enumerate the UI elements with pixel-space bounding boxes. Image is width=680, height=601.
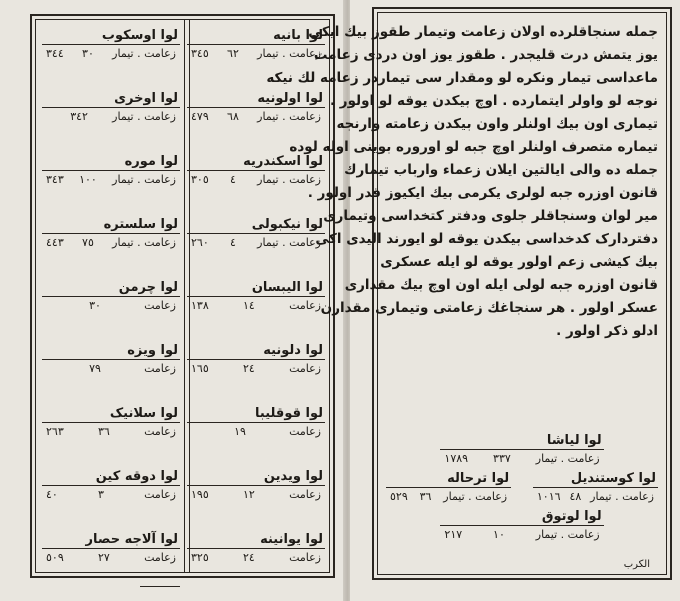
paragraph-line: ماعداسی تیمار ونکره لو ومقدار سی تیماردر زعامه لك نیكه: [266, 70, 658, 86]
paragraph-line: جمله سنجاقلرده اولان زعامت وتیمار طقوز بیك ایکی: [308, 24, 658, 40]
district-values: [42, 234, 180, 249]
district-name: لوا چرمن: [42, 280, 180, 297]
district-value: ٣٠٥: [191, 173, 209, 186]
entry-value: ٣٣٧: [493, 452, 511, 465]
left-page-frame: [30, 14, 335, 578]
district-label: زعامت . تیمار: [112, 47, 176, 60]
district-values: [187, 360, 325, 375]
district-value: ١٤: [243, 299, 255, 312]
district-column-right: [187, 28, 325, 564]
district-value: ٢٦٠: [191, 236, 209, 249]
district-name: لوا دلونیه: [187, 343, 325, 360]
district-value: ٢٤: [243, 362, 255, 375]
district-value: ٧٩: [89, 362, 101, 375]
district-label: زعامت . تیمار: [112, 110, 176, 123]
district-label: زعامت: [144, 425, 176, 438]
district-name: لوا سلستره: [42, 217, 180, 234]
paragraph-line: بیك کیشی زعم اولور یوقه لو ایله عسکری: [380, 254, 658, 270]
district-entry: [187, 280, 325, 312]
district-values: [42, 108, 180, 123]
summary-row: [386, 471, 658, 503]
district-entry: [42, 217, 180, 249]
district-values: [187, 486, 325, 501]
district-value: ٤: [230, 173, 236, 186]
entry-value: ٢١٧: [444, 528, 463, 541]
district-name: لوا الیبسان: [187, 280, 325, 297]
district-name: لوا آلاجه حصار: [42, 532, 180, 549]
district-value: ٦٨: [227, 110, 239, 123]
district-value: ٤٧٩: [191, 110, 209, 123]
district-values: [42, 423, 180, 438]
district-values: [187, 108, 325, 123]
paragraph-line: یوز یتمش درت قلیجدر . طقوز یوز اون دردی زعامت: [313, 47, 658, 63]
district-label: زعامت: [289, 425, 321, 438]
district-label: زعامت . تیمار: [112, 236, 176, 249]
district-values: [42, 45, 180, 60]
paragraph-line: عسکر اولور . هر سنجاغك زعامتی وتیماری مقدارن: [320, 300, 658, 316]
entry-label: زعامت . تیمار: [535, 452, 600, 465]
district-value: ٥٠٩: [46, 551, 64, 564]
district-name: لوا ویدین: [187, 469, 325, 486]
paragraph-line: قانون اوزره جبه لولری یکرمی بیك ایکیوز قدر اولور .: [307, 185, 658, 201]
district-entry: [42, 154, 180, 186]
district-entry: [187, 91, 325, 123]
district-value: ٣٦: [98, 425, 110, 438]
entry-values: [440, 526, 603, 541]
district-value: ٣: [98, 488, 104, 501]
district-value: ٤: [230, 236, 236, 249]
district-entry: [42, 469, 180, 501]
paragraph-line: تیماره متصرف اولنلر اوچ جبه لو اوروره بوینی اوله لوده: [289, 139, 658, 155]
district-column-left: [42, 28, 180, 564]
district-value: ١٠٠: [79, 173, 97, 186]
district-values: [187, 234, 325, 249]
page-signature: الکرب: [623, 559, 650, 570]
district-entry: [187, 469, 325, 501]
district-value: ٣٤٤: [46, 47, 64, 60]
entry-label: زعامت . تیمار: [443, 490, 508, 503]
district-label: زعامت . تیمار: [112, 173, 176, 186]
entry-value: ١٠: [493, 528, 505, 541]
district-value: ١٢: [243, 488, 255, 501]
entry-name: لوا لوتوق: [440, 509, 603, 526]
district-value: ٣٤٢: [70, 110, 88, 123]
district-value: ٤٠: [46, 488, 58, 501]
district-name: لوا اوخری: [42, 91, 180, 108]
entry-label: زعامت . تیمار: [535, 528, 600, 541]
district-name: لوا اسکندریه: [187, 154, 325, 171]
district-entry: [187, 532, 325, 564]
paragraph-line: دفتردارک کدخداسی بیکدن یوقه لو ایورند الیدی اکی: [315, 231, 658, 247]
entry-value: ٥٢٩: [390, 490, 408, 503]
summary-entry: [533, 471, 658, 503]
district-value: ١٣٨: [191, 299, 209, 312]
district-label: زعامت . تیمار: [257, 110, 321, 123]
district-entry: [42, 343, 180, 375]
district-label: زعامت: [144, 299, 176, 312]
district-value: ٣٢٥: [191, 551, 209, 564]
district-label: زعامت . تیمار: [257, 173, 321, 186]
district-entry: [187, 217, 325, 249]
district-value: ١٩: [234, 425, 246, 438]
district-values: [187, 549, 325, 564]
district-name: لوا قوقلیبا: [187, 406, 325, 423]
district-label: زعامت . تیمار: [257, 47, 321, 60]
district-values: [42, 549, 180, 564]
left-page-inner-frame: [35, 19, 330, 573]
district-entry: [42, 406, 180, 438]
entry-value: ١٧٨٩: [444, 452, 469, 465]
district-name: لوا اولونیه: [187, 91, 325, 108]
entry-value: ٤٨: [569, 490, 582, 503]
district-entry: [42, 91, 180, 123]
entry-values: [533, 488, 658, 503]
entry-name: لوا ترحاله: [386, 471, 511, 488]
district-value: ٣٠: [82, 47, 94, 60]
district-name: لوا یوانینه: [187, 532, 325, 549]
entry-value: ١٠١٦: [536, 490, 561, 503]
district-value: ٢٦٣: [46, 425, 64, 438]
paragraph-line: میر لوان وسنجاقلر جلوی ودفتر کتخداسی وتیماری: [323, 208, 658, 224]
district-value: ٢٤: [243, 551, 255, 564]
district-label: زعامت: [289, 362, 321, 375]
district-values: [187, 423, 325, 438]
entry-label: زعامت . تیمار: [590, 490, 654, 503]
paragraph-line: ادلو ذکر اولور .: [556, 323, 658, 339]
paragraph-line: تیماری اون بیك اولنلر واون بیكدن زعامته وارنجه: [336, 116, 658, 132]
entry-name: لوا کوستندیل: [533, 471, 658, 488]
district-name: لوا ویزه: [42, 343, 180, 360]
district-value: ٢٧: [98, 551, 110, 564]
district-entry: [42, 532, 180, 564]
district-values: [187, 45, 325, 60]
summary-section: [386, 433, 658, 566]
paragraph-line: نوجه لو واولر ایتمارده . اوچ بیكدن یوقه لو اولور .: [329, 93, 658, 109]
paragraph-line: جمله ده والی ایالتین ایلان زعماء وارباب تیمارك: [344, 162, 658, 178]
district-label: زعامت: [289, 299, 321, 312]
district-value: ٣٤٥: [191, 47, 209, 60]
district-label: زعامت: [144, 488, 176, 501]
paragraph-line: قانون اوزره جبه لولی ایله اون اوچ بیك مقداری: [344, 277, 658, 293]
entry-name: لوا لیاشا: [440, 433, 603, 450]
district-value: ٣٤٣: [46, 173, 64, 186]
district-name: لوا سلانیک: [42, 406, 180, 423]
district-values: [42, 297, 180, 312]
district-value: ٧٥: [82, 236, 94, 249]
district-entry: [42, 28, 180, 60]
district-name: لوا دوقه کین: [42, 469, 180, 486]
district-name: لوا نیکبولی: [187, 217, 325, 234]
district-value: ١٦٥: [191, 362, 209, 375]
district-entry: [187, 343, 325, 375]
district-label: زعامت: [289, 551, 321, 564]
district-label: زعامت: [144, 362, 176, 375]
district-entry: [187, 28, 325, 60]
district-value: ٦٢: [227, 47, 239, 60]
district-label: زعامت . تیمار: [257, 236, 321, 249]
district-values: [187, 297, 325, 312]
page-bottom-mark: [140, 586, 180, 587]
district-values: [187, 171, 325, 186]
district-entry: [187, 406, 325, 438]
district-label: زعامت: [144, 551, 176, 564]
district-name: لوا بانیه: [187, 28, 325, 45]
district-values: [42, 360, 180, 375]
summary-entry: [386, 471, 511, 503]
district-name: لوا اوسکوب: [42, 28, 180, 45]
district-value: ٤٤٣: [46, 236, 64, 249]
district-entry: [42, 280, 180, 312]
district-values: [42, 171, 180, 186]
entry-values: [386, 488, 511, 503]
summary-bottom-entry: [440, 509, 603, 541]
district-value: ١٩٥: [191, 488, 209, 501]
summary-center-entry: [440, 433, 603, 465]
district-value: ٣٠: [89, 299, 101, 312]
entry-value: ٣٦: [419, 490, 432, 503]
entry-values: [440, 450, 603, 465]
district-values: [42, 486, 180, 501]
district-name: لوا موره: [42, 154, 180, 171]
district-label: زعامت: [289, 488, 321, 501]
